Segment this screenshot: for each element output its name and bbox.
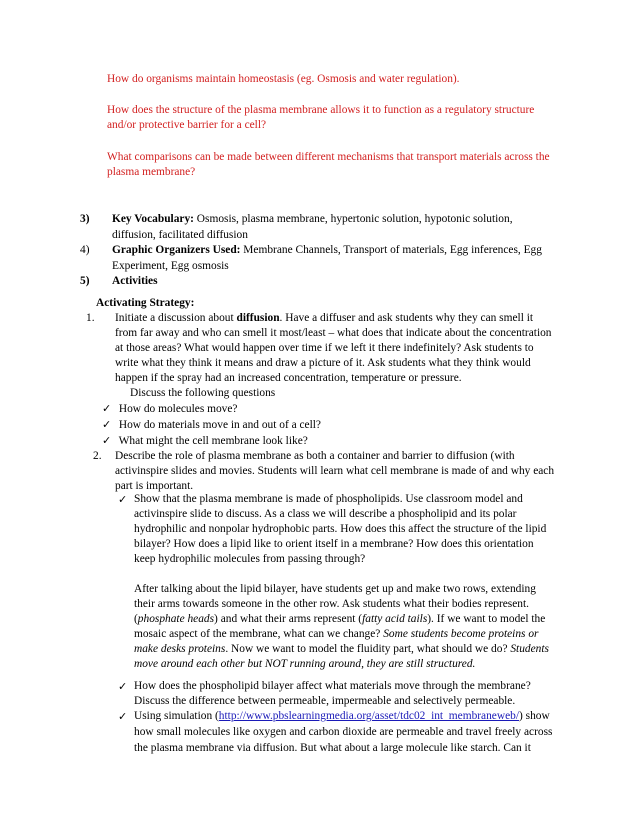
document-page: How do organisms maintain homeostasis (eg. Osmosis and water regulation). How does the structure of the plasma membrane allows it to function as a regulatory structure and/or protective barrier for a cell? What comparisons can be made between different mechanisms that transport materials across the plasma membrane? 3) Key Vocabulary: Osmosis, plasma membrane, hypertonic solution, hypotonic solution, diffusion, facilitated diffusion 4) Graphic Organizers Used: Membrane Channels, Transport of materials, Egg inferences, Egg Experiment, Egg osmosis 5) Activities Activating Strategy: 1. Initiate a discussion about diffusion. Have a diffuser and ask students why they can smell it from far away and who can smell it most/least – what does that indicate about the concentration at those areas? What would happen over time if we left it there indefinitely? Ask students to write what they think it means and draw a picture of it. Ask students what they think would happen if the spray had an increased concentration, temperature or pressure. Discuss the following questions ✓ How do molecules move? ✓ How do materials move in and out of a cell? ✓ What might the cell membrane look like? 2. Describe the role of plasma membrane as both a container and barrier to diffusion (with activinspire slides and movies. Students will learn what cell membrane is made of and why each part is important. ✓ Show that the plasma membrane is made of phospholipids. Use classroom model and activinspire slide to discuss. As a class we will describe a phospholipid and its polar hydrophilic and nonpolar hydrophobic parts. How does this affect the structure of the lipid bilayer? How does a lipid like to orient itself in a membrane? How does this orientation keep hydrophilic molecules from passing through? After talking about the lipid bilayer, have students get up and make two rows, extending their arms towards someone in the other row. Ask students what their bodies represent. (phosphate heads) and what their arms represent (fatty acid tails). If we want to model the mosaic aspect of the membrane, what can we change? Some students become proteins or make desks proteins. Now we want to model the fluidity part, what should we do? Students move around each other but NOT running around, they are still structured. ✓ How does the phospholipid bilayer affect what materials move through the membrane? Discuss the difference between permeable, impermeable and selectively permeable. ✓ Using simulation (http://www.pbslearningmedia.org/asset/tdc02_int_membraneweb/) show how small molecules like oxygen and carbon dioxide are permeable and travel freely across the plasma membrane via diffusion. But what about a large molecule like starch. Can it: [0, 0, 638, 826]
check-mark-icon: ✓: [102, 434, 112, 447]
question-3: What comparisons can be made between different mechanisms that transport materials across the plasma membrane?: [107, 151, 550, 179]
check-item-2: ✓ How do materials move in and out of a cell?: [102, 418, 321, 431]
question-1: How do organisms maintain homeostasis (eg. Osmosis and water regulation).: [107, 73, 460, 85]
check-mark-icon: ✓: [118, 493, 128, 506]
check-mark-icon: ✓: [118, 680, 128, 693]
check-item-3: ✓ What might the cell membrane look like?: [102, 434, 308, 447]
simulation-link[interactable]: http://www.pbslearningmedia.org/asset/tdc02_int_membraneweb/: [218, 710, 520, 722]
check-mark-icon: ✓: [118, 710, 128, 723]
check-item-1: ✓ How do molecules move?: [102, 402, 238, 415]
check-mark-icon: ✓: [102, 418, 112, 431]
activating-strategy-heading: Activating Strategy:: [96, 297, 195, 309]
question-2: How does the structure of the plasma membrane allows it to function as a regulatory structure and/or protective barrier for a cell?: [107, 104, 535, 132]
check-mark-icon: ✓: [102, 402, 112, 415]
